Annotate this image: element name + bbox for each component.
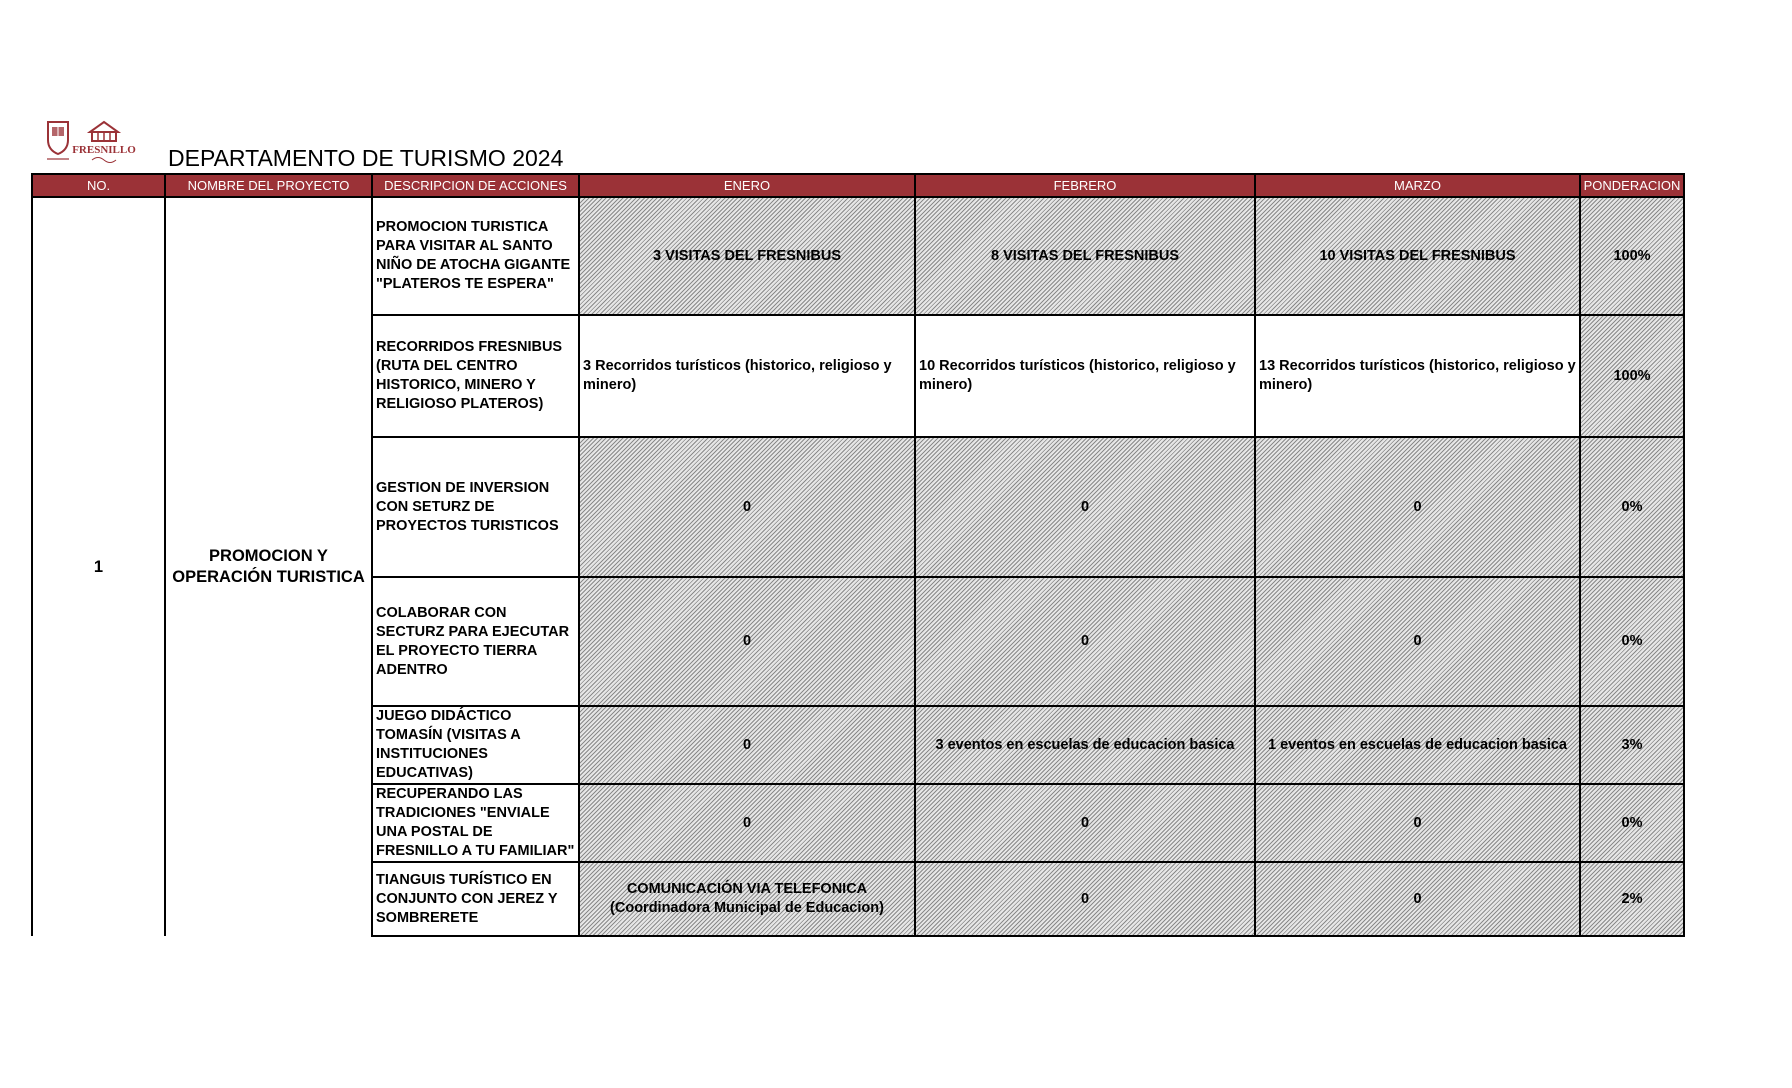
column-header-descripcion: DESCRIPCION DE ACCIONES: [372, 174, 579, 197]
cell-febrero: 3 eventos en escuelas de educacion basica: [915, 706, 1255, 784]
cell-febrero: 0: [915, 437, 1255, 577]
column-header-marzo: MARZO: [1255, 174, 1580, 197]
project-number: 1: [32, 197, 165, 936]
cell-enero: 0: [579, 706, 915, 784]
cell-ponderacion: 0%: [1580, 437, 1684, 577]
cell-marzo: 10 VISITAS DEL FRESNIBUS: [1255, 197, 1580, 315]
cell-febrero: 0: [915, 577, 1255, 706]
page-title: DEPARTAMENTO DE TURISMO 2024: [168, 145, 564, 171]
cell-ponderacion: 0%: [1580, 577, 1684, 706]
cell-marzo: 0: [1255, 577, 1580, 706]
action-description: RECORRIDOS FRESNIBUS (RUTA DEL CENTRO HISTORICO, MINERO Y RELIGIOSO PLATEROS): [372, 315, 579, 437]
cell-febrero: 8 VISITAS DEL FRESNIBUS: [915, 197, 1255, 315]
cell-enero: 3 VISITAS DEL FRESNIBUS: [579, 197, 915, 315]
cell-ponderacion: 2%: [1580, 862, 1684, 936]
cell-ponderacion: 0%: [1580, 784, 1684, 862]
column-header-no: NO.: [32, 174, 165, 197]
cell-enero: 0: [579, 577, 915, 706]
cell-enero: COMUNICACIÓN VIA TELEFONICA (Coordinadora Municipal de Educacion): [579, 862, 915, 936]
cell-marzo: 1 eventos en escuelas de educacion basica: [1255, 706, 1580, 784]
tourism-table: [31, 173, 1685, 937]
table-header-row: [32, 174, 1684, 197]
project-name: PROMOCION Y OPERACIÓN TURISTICA: [165, 197, 372, 936]
action-description: COLABORAR CON SECTURZ PARA EJECUTAR EL PROYECTO TIERRA ADENTRO: [372, 577, 579, 706]
table-row: [32, 197, 1684, 315]
cell-marzo: 0: [1255, 437, 1580, 577]
column-header-enero: ENERO: [579, 174, 915, 197]
logo-group: [44, 118, 152, 166]
action-description: TIANGUIS TURÍSTICO EN CONJUNTO CON JEREZ Y SOMBRERETE: [372, 862, 579, 936]
municipal-crest-icon: [47, 122, 69, 160]
column-header-nombre: NOMBRE DEL PROYECTO: [165, 174, 372, 197]
cell-enero: 3 Recorridos turísticos (historico, religioso y minero): [579, 315, 915, 437]
cell-marzo: 0: [1255, 784, 1580, 862]
column-header-ponderacion: PONDERACION: [1580, 174, 1684, 197]
cell-enero: 0: [579, 437, 915, 577]
cell-febrero: 0: [915, 784, 1255, 862]
cell-febrero: 0: [915, 862, 1255, 936]
column-header-febrero: FEBRERO: [915, 174, 1255, 197]
action-description: RECUPERANDO LAS TRADICIONES "ENVIALE UNA POSTAL DE FRESNILLO A TU FAMILIAR": [372, 784, 579, 862]
logo-graphic: [44, 118, 152, 166]
cell-ponderacion: 3%: [1580, 706, 1684, 784]
cell-ponderacion: 100%: [1580, 315, 1684, 437]
cell-enero: 0: [579, 784, 915, 862]
action-description: JUEGO DIDÁCTICO TOMASÍN (VISITAS A INSTITUCIONES EDUCATIVAS): [372, 706, 579, 784]
action-description: GESTION DE INVERSION CON SETURZ DE PROYECTOS TURISTICOS: [372, 437, 579, 577]
fresnillo-logo-icon: [72, 122, 136, 163]
brand-text: FRESNILLO: [72, 144, 136, 156]
action-description: PROMOCION TURISTICA PARA VISITAR AL SANTO NIÑO DE ATOCHA GIGANTE "PLATEROS TE ESPERA": [372, 197, 579, 315]
cell-marzo: 0: [1255, 862, 1580, 936]
cell-febrero: 10 Recorridos turísticos (historico, religioso y minero): [915, 315, 1255, 437]
cell-marzo: 13 Recorridos turísticos (historico, religioso y minero): [1255, 315, 1580, 437]
cell-ponderacion: 100%: [1580, 197, 1684, 315]
